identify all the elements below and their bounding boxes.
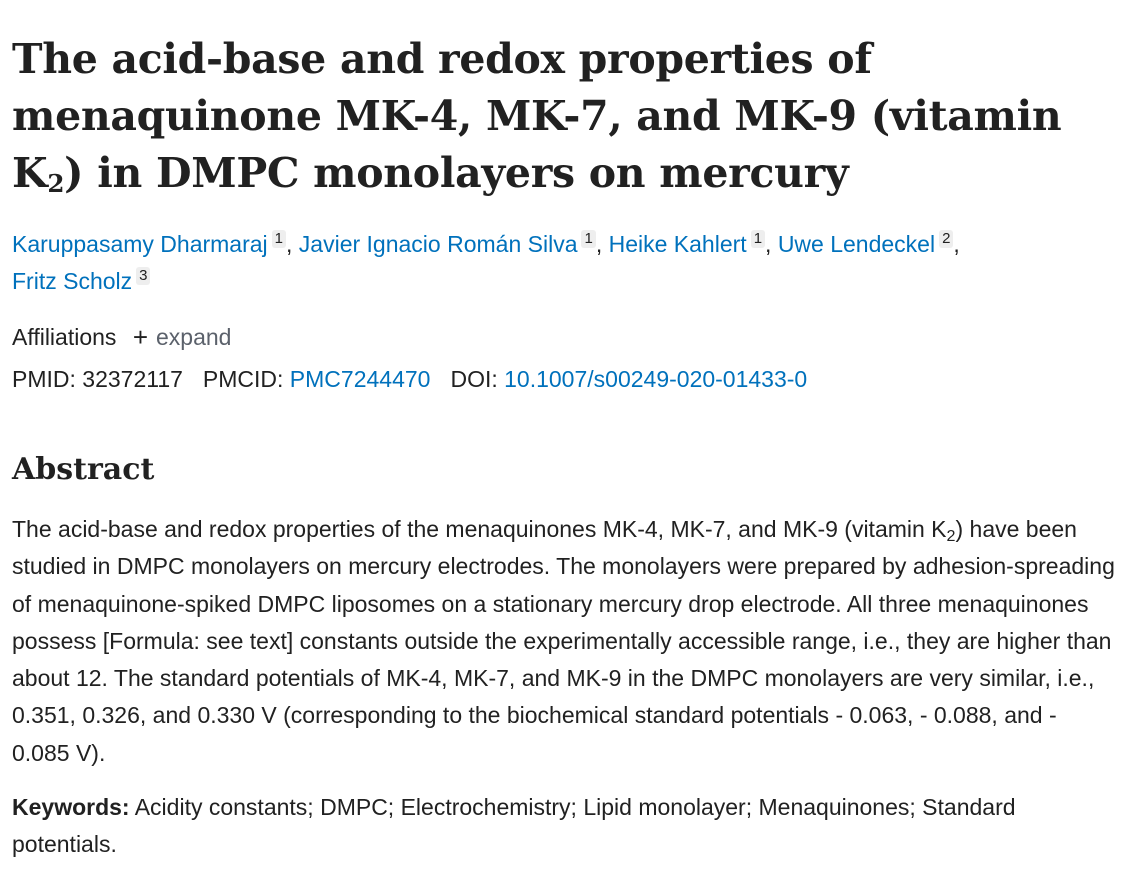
plus-icon: + xyxy=(132,322,148,352)
affiliation-badge[interactable]: 2 xyxy=(939,230,953,248)
affiliation-badge[interactable]: 3 xyxy=(136,267,150,285)
keywords-section xyxy=(12,789,1118,863)
author-item xyxy=(299,231,609,257)
pmcid-label: PMCID: xyxy=(202,366,284,392)
pmcid-link[interactable]: PMC7244470 xyxy=(289,366,431,392)
author-link[interactable]: Uwe Lendeckel xyxy=(777,231,936,257)
author-separator: , xyxy=(953,231,960,257)
abstract-heading: Abstract xyxy=(12,452,155,487)
affiliation-badge[interactable]: 1 xyxy=(581,230,595,248)
author-separator: , xyxy=(765,231,778,257)
author-item xyxy=(12,231,299,257)
affiliation-badge[interactable]: 1 xyxy=(272,230,286,248)
author-item xyxy=(12,268,150,294)
keywords-label: Keywords: xyxy=(12,794,130,820)
abstract-body xyxy=(12,511,1118,772)
affiliation-badge[interactable]: 1 xyxy=(751,230,765,248)
affiliations-label: Affiliations xyxy=(12,324,117,350)
identifier-row xyxy=(12,362,807,396)
author-list xyxy=(12,226,1117,300)
abstract-subscript: 2 xyxy=(946,527,956,546)
author-separator: , xyxy=(595,231,609,257)
doi-label: DOI: xyxy=(450,366,498,392)
doi-link[interactable]: 10.1007/s00249-020-01433-0 xyxy=(504,366,808,392)
author-link[interactable]: Fritz Scholz xyxy=(12,268,133,294)
keywords-text: Acidity constants; DMPC; Electrochemistry; Lipid monolayer; Menaquinones; Standard potentials. xyxy=(12,794,1016,857)
author-link[interactable]: Javier Ignacio Román Silva xyxy=(298,231,578,257)
abstract-text-part2: ) have been studied in DMPC monolayers on mercury electrodes. The monolayers were prepared by adhesion-spreading of menaquinone-spiked DMPC liposomes on a stationary mercury drop electrode. All three menaquinones possess [Formula: see text] constants outside the experimentally accessible range, i.e., they are higher than about 12. The standard potentials of MK-4, MK-7, and MK-9 in the DMPC monolayers are very similar, i.e., 0.351, 0.326, and 0.330 V (corresponding to the biochemical standard potentials - 0.063, - 0.088, and - 0.085 V). xyxy=(12,516,1115,766)
author-link[interactable]: Karuppasamy Dharmaraj xyxy=(12,231,268,257)
affiliations-expand-toggle[interactable] xyxy=(133,324,232,350)
expand-label: expand xyxy=(156,324,232,350)
pmid-value: 32372117 xyxy=(82,366,183,392)
author-separator: , xyxy=(286,231,299,257)
title-text-part1: The acid-base and redox properties of menaquinone MK-4, MK-7, and MK-9 (vitamin K xyxy=(12,35,1062,197)
pmid-label: PMID: xyxy=(12,366,76,392)
title-text-part2: ) in DMPC monolayers on mercury xyxy=(64,149,849,197)
author-item xyxy=(778,231,960,257)
author-item xyxy=(609,231,778,257)
abstract-text-part1: The acid-base and redox properties of the menaquinones MK-4, MK-7, and MK-9 (vitamin K xyxy=(12,516,947,542)
title-subscript: 2 xyxy=(47,168,65,198)
author-link[interactable]: Heike Kahlert xyxy=(608,231,747,257)
affiliations-row xyxy=(12,320,231,354)
article-title xyxy=(12,31,1117,202)
